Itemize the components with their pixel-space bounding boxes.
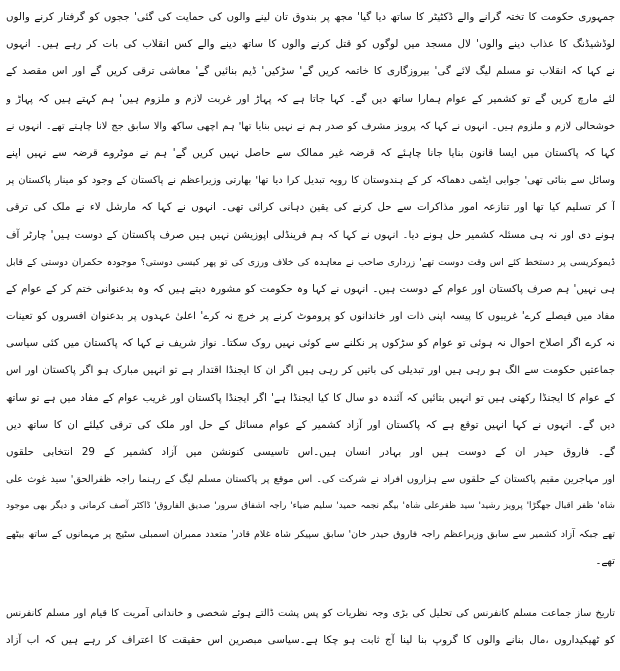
text-line: کے عوام کا ایجنڈا رکھتی ہیں تو انہیں بتائیں کہ آئندہ دو سال کا کیا ایجنڈا ہے' اگر ایجنڈا پاکستان اور غریب عوام کے مفاد میں ہے تو ساتھ (6, 391, 615, 404)
text-line: اور مہاجرین مقیم پاکستان کے حلقوں سے ہزاروں افراد نے شرکت کی۔ اس موقع پر پاکستان مسلم لیگ کے رہنما راجہ ظفرالحق' سید غوث علی (6, 474, 615, 486)
text-line: جماعتیں حکومت سے الگ ہو رہی ہیں اور تبدیلی کی باتیں کر رہی ہیں اگر ان کا ایجنڈا اقتدار ہے تو انہیں مبارک ہو اگر پاکستان اور اس (6, 365, 615, 377)
text-line: خوشحالی لازم و ملزوم ہیں۔ انہوں نے کہا کہ پرویز مشرف کو صدر ہم نے نہیں بنایا تھا' ہم اچھی ساکھ والا سابق جج لانا چاہتے تھے۔ انہوں نے (6, 120, 615, 132)
text-line: تھے جبکہ آزاد کشمیر سے سابق وزیراعظم راجہ فاروق حیدر خان' سابق سپیکر شاہ غلام قادر' متعدد ممبران اسمبلی سٹیج پر مہمانوں کے ساتھ بیٹھے (6, 528, 615, 540)
text-line: جمہوری حکومت کا تختہ گرانے والے ڈکٹیٹر کا ساتھ دیا گیا' مجھ پر بندوق تان لینے والوں کی حمایت کی گئی' ججوں کو گرفتار کرنے والوں (6, 11, 615, 23)
text-line: لئے مارچ کریں گے تو کشمیر کے عوام ہمارا ساتھ دیں گے۔ کہا جاتا ہے کہ پہاڑ اور غربت لازم و ملزوم ہیں' ہم کہتے ہیں کہ پہاڑ و (6, 92, 615, 105)
text-line: نہ کرے اگر اصلاح احوال نہ ہوئی تو عوام کو سڑکوں پر نکلنے سے کوئی نہیں روک سکتا۔ نواز شریف نے کہا کہ پاکستان میں کئی سیاسی (6, 337, 615, 350)
article-paragraph (6, 4, 615, 575)
text-line: ڈیموکریسی پر دستخط کئے اس وقت دوست تھے' زرداری صاحب نے معاہدہ کی خلاف ورزی کی تو پھر کیسی دوستی؟ موجودہ حکمران دوستی کے قابل (6, 256, 615, 268)
text-line: کہا کہ پاکستان میں ایسا قانون بنایا جانا چاہئے کہ قرضہ غیر ممالک سے حاصل نہیں کریں گے' ہم نے موٹروے قرضہ سے نہیں اپنے (6, 146, 615, 159)
text-line: ہونے دی اور نہ ہی مسئلہ کشمیر حل ہونے دیا۔ انہوں نے کہا کہ ہم فرینڈلی اپوزیشن نہیں ہیں صرف پاکستان کے دوست ہیں' چارٹر آف (6, 229, 615, 241)
text-line: کو ٹھیکیداروں ،مال بنانے والوں کا گروپ بنا لینا آج ثابت ہو چکا ہے۔سیاسی مبصرین اس حقیقت کا اعتراف کر رہے ہیں کہ اب آزاد (6, 634, 615, 646)
text-line: وسائل سے بنائی تھی' جوابی ایٹمی دھماکہ کر کے ہندوستان کا رویہ تبدیل کرا دیا تھا' بھارتی وزیراعظم نے پاکستان کے وجود کو مینار پاکستان پر (6, 175, 615, 187)
text-line-last: تھے۔ (595, 554, 615, 567)
text-line: دیں گے۔ انہوں نے کہا انہیں توقع ہے کہ پاکستان اور آزاد کشمیر کے عوام مسائل کے حل اور ملک کی ترقی کیلئے ان کا ساتھ دیں (6, 418, 615, 431)
text-line: لوڈشیڈنگ کا عذاب دینے والوں' لال مسجد میں لوگوں کو قتل کرنے والوں کا ساتھ دینے والے کس انقلاب کی بات کر رہے ہیں۔ انہوں (6, 38, 615, 51)
text-line: ہی نہیں' ہم صرف پاکستان اور عوام کے دوست ہیں۔ انہوں نے کہا وہ حکومت کو مشورہ دیتے ہیں کہ وہ بدعنوانی ختم کر کے عوام کے (6, 282, 615, 295)
text-line: تاریخ ساز جماعت مسلم کانفرنس کی تحلیل کی بڑی وجہ نظریات کو پس پشت ڈالتے ہوئے شخصی و خاندانی آمریت کا قیام اور مسلم کانفرنس (6, 608, 615, 619)
text-line: شاہ' ظفر اقبال جھگڑا' پرویز رشید' سید ظفرعلی شاہ' بیگم نجمہ حمید' سلیم ضیاء' راجہ اشفاق سرور' صدیق الفاروق' ڈاکٹر آصف کرمانی و دیگر بھی موجود (6, 501, 615, 512)
text-line: نے کہا کہ انقلاب تو مسلم لیگ لائے گی' بیروزگاری کا خاتمہ کریں گے' سڑکیں' ڈیم بنائیں گے' معاشی ترقی کریں گے اور اس مقصد کے (6, 65, 615, 78)
article-paragraph (6, 601, 615, 653)
text-line: آ کر تسلیم کیا تھا اور تنازعہ امور مذاکرات سے حل کرنے کی یقین دہانی کرائی تھی۔ انہوں نے کہا کہ مارشل لاء نے ملک کی ترقی (6, 201, 615, 214)
text-line: گے۔ فاروق حیدر ان کے دوست ہیں اور بہادر انسان ہیں۔اس تاسیسی کنونشن میں آزاد کشمیر کے 29 انتخابی حلقوں (6, 446, 615, 458)
text-line: مفاد میں فیصلے کرے' غریبوں کا پیسہ اپنی ذات اور خاندانوں کو پروموٹ کرنے پر خرچ نہ کرے' اعلیٰ عہدوں پر بدعنوان افسروں کو تعینات (6, 311, 615, 323)
